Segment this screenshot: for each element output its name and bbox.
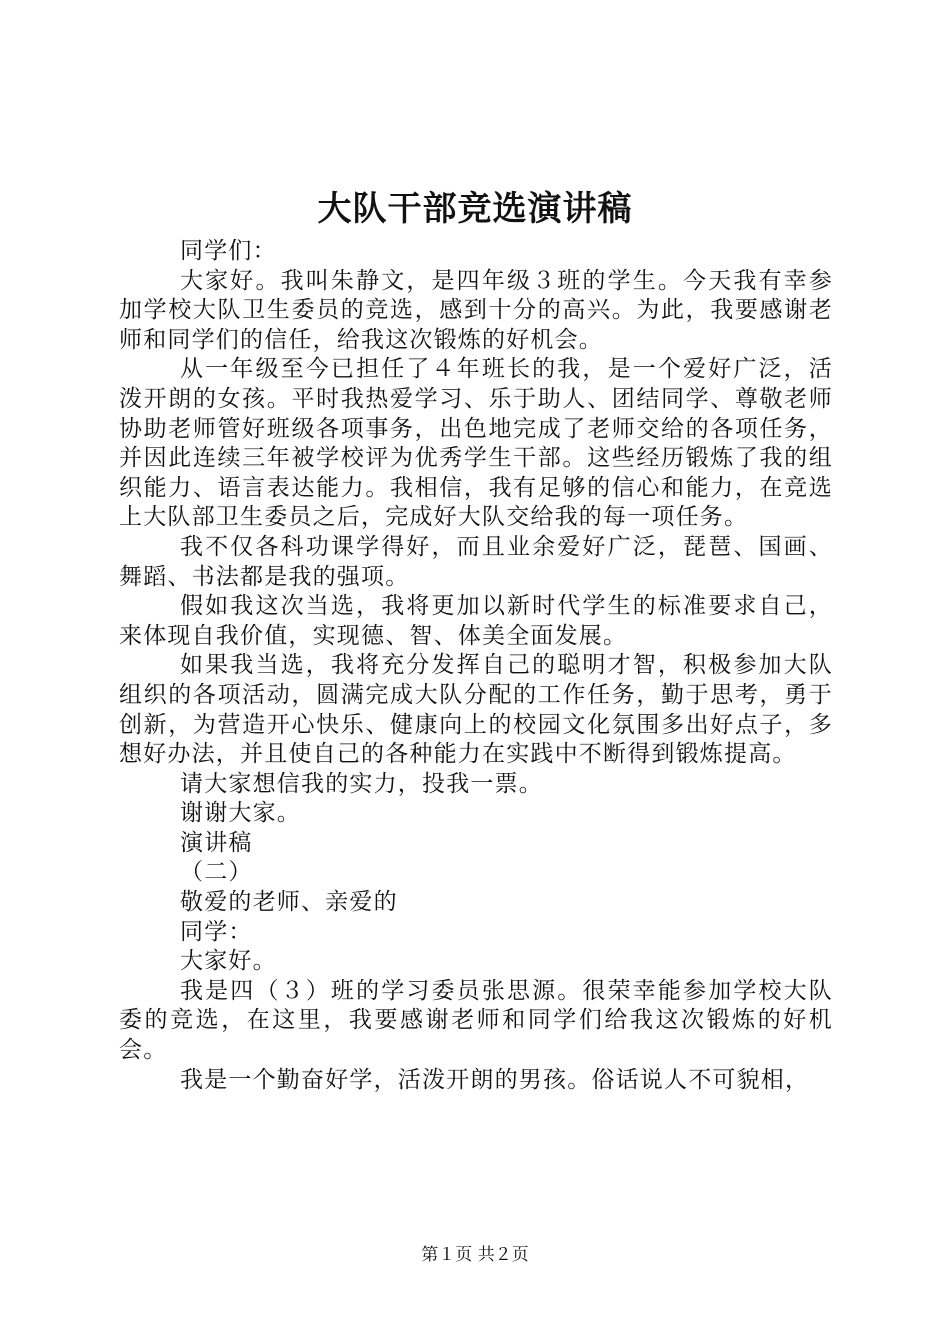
paragraph: 敬爱的老师、亲爱的 [180,889,398,916]
paragraph: 演讲稿 [180,829,253,856]
page-footer: 第１页 共２页 [421,1245,529,1265]
paragraph: 如果我当选，我将充分发挥自己的聪明才智，积极参加大队组织的各项活动，圆满完成大队分配的工作任务，勤于思考，勇于创新，为营造开心快乐、健康向上的校园文化氛围多出好点子，多想好办法，并且使自己的各种能力在实践中不断得到锻炼提高。 [119,652,833,768]
paragraph: 同学： [180,918,253,945]
document-title: 大队干部竞选演讲稿 [317,189,633,229]
paragraph: 大家好。我叫朱静文，是四年级３班的学生。今天我有幸参加学校大队卫生委员的竞选，感到十分的高兴。为此，我要感谢老师和同学们的信任，给我这次锻炼的好机会。 [119,267,833,353]
paragraph: 谢谢大家。 [180,800,301,827]
paragraph: 我不仅各科功课学得好，而且业余爱好广泛，琵琶、国画、舞蹈、书法都是我的强项。 [119,533,833,590]
paragraph: 同学们： [180,238,277,264]
paragraph: 从一年级至今已担任了４年班长的我，是一个爱好广泛，活泼开朗的女孩。平时我热爱学习、乐于助人、团结同学、尊敬老师协助老师管好班级各项事务，出色地完成了老师交给的各项任务，并因此连续三年被学校评为优秀学生干部。这些经历锻炼了我的组织能力、语言表达能力。我相信，我有足够的信心和能力，在竞选上大队部卫生委员之后，完成好大队交给我的每一项任务。 [119,356,833,531]
paragraph: 我是一个勤奋好学，活泼开朗的男孩。俗话说人不可貌相， [180,1066,810,1093]
paragraph: 假如我这次当选，我将更加以新时代学生的标准要求自己，来体现自我价值，实现德、智、体美全面发展。 [119,593,833,649]
paragraph: 我是四（３）班的学习委员张思源。很荣幸能参加学校大队委的竞选，在这里，我要感谢老师和同学们给我这次锻炼的好机会。 [119,977,833,1064]
paragraph: 大家好。 [180,948,277,975]
document-body [119,237,833,1095]
paragraph: （二） [180,859,253,886]
paragraph: 请大家想信我的实力，投我一票。 [180,770,543,797]
